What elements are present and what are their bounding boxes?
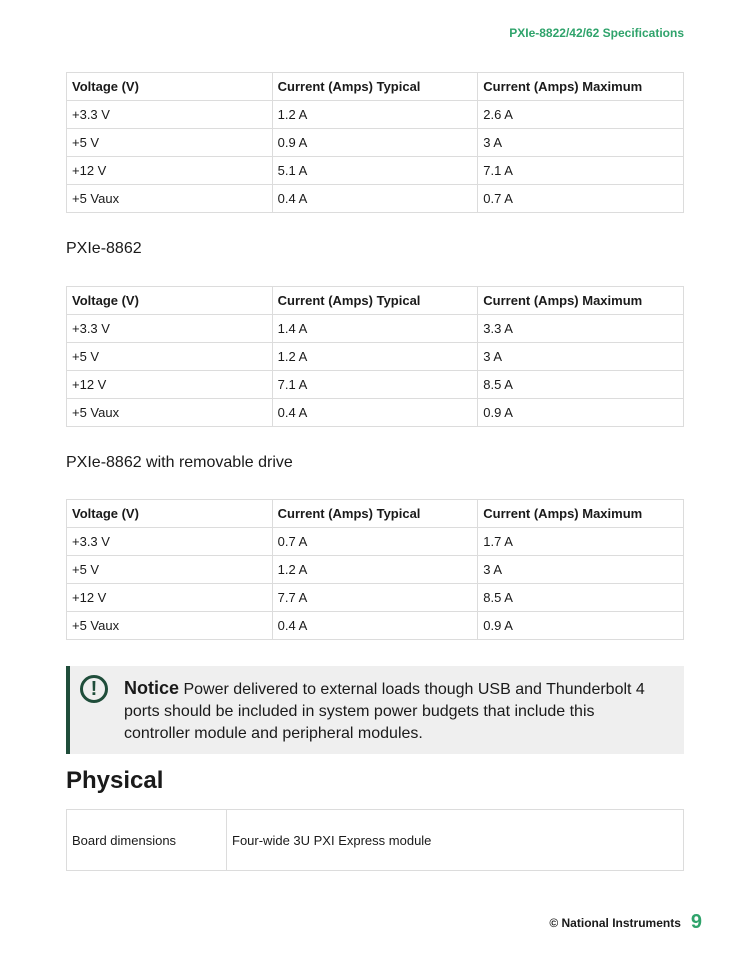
table-row	[67, 612, 684, 640]
table-cell: 7.1 A	[478, 157, 684, 185]
column-header-voltage: Voltage (V)	[67, 500, 273, 528]
table-cell: +3.3 V	[67, 101, 273, 129]
table-cell: 0.7 A	[272, 528, 478, 556]
table-cell: 0.4 A	[272, 612, 478, 640]
table-cell: 3 A	[478, 556, 684, 584]
table-row	[67, 371, 684, 399]
table-cell: 1.7 A	[478, 528, 684, 556]
table-row	[67, 343, 684, 371]
table-label-pxie-8862: PXIe-8862	[66, 240, 142, 257]
table-cell: 3 A	[478, 129, 684, 157]
column-header-maximum: Current (Amps) Maximum	[478, 287, 684, 315]
power-table-3	[66, 499, 684, 640]
column-header-voltage: Voltage (V)	[67, 287, 273, 315]
section-heading-physical: Physical	[66, 767, 164, 794]
power-table-1	[66, 72, 684, 213]
page-number: 9	[690, 911, 702, 933]
table-cell: 1.2 A	[272, 556, 478, 584]
table-row	[67, 185, 684, 213]
table-cell: 1.4 A	[272, 315, 478, 343]
footer-copyright: © National Instruments	[549, 915, 681, 930]
table-row	[67, 528, 684, 556]
notice-body: Power delivered to external loads though USB and Thunderbolt 4 ports should be included in system power budgets that include this controller module and peripheral modules.	[124, 681, 645, 742]
table-row	[67, 129, 684, 157]
table-row	[67, 101, 684, 129]
table-header-row	[67, 500, 684, 528]
table-cell: 7.1 A	[272, 371, 478, 399]
column-header-typical: Current (Amps) Typical	[272, 73, 478, 101]
table-cell: 0.4 A	[272, 399, 478, 427]
table-cell: 5.1 A	[272, 157, 478, 185]
table-cell: +5 V	[67, 129, 273, 157]
table-cell: +3.3 V	[67, 528, 273, 556]
notice-label: Notice	[124, 678, 180, 698]
physical-table	[66, 809, 684, 871]
board-dimensions-value: Four-wide 3U PXI Express module	[227, 810, 684, 871]
column-header-maximum: Current (Amps) Maximum	[478, 73, 684, 101]
table-cell: 1.2 A	[272, 101, 478, 129]
notice-text-block	[124, 677, 664, 745]
table-row	[67, 157, 684, 185]
table-cell: +3.3 V	[67, 315, 273, 343]
column-header-voltage: Voltage (V)	[67, 73, 273, 101]
table-cell: 0.9 A	[478, 399, 684, 427]
table-cell: 0.9 A	[272, 129, 478, 157]
exclamation-icon: !	[80, 675, 108, 703]
power-table-2	[66, 286, 684, 427]
table-cell: 0.7 A	[478, 185, 684, 213]
notice-box	[66, 666, 684, 754]
running-header: PXIe-8822/42/62 Specifications	[509, 26, 684, 40]
table-row	[67, 556, 684, 584]
table-cell: +12 V	[67, 157, 273, 185]
table-cell: +12 V	[67, 584, 273, 612]
column-header-typical: Current (Amps) Typical	[272, 500, 478, 528]
table-row	[67, 399, 684, 427]
table-cell: 0.4 A	[272, 185, 478, 213]
table-cell: 0.9 A	[478, 612, 684, 640]
table-label-pxie-8862-removable-drive: PXIe-8862 with removable drive	[66, 454, 293, 471]
table-cell: +12 V	[67, 371, 273, 399]
table-cell: 3.3 A	[478, 315, 684, 343]
table-cell: +5 V	[67, 343, 273, 371]
table-cell: +5 Vaux	[67, 612, 273, 640]
table-cell: 1.2 A	[272, 343, 478, 371]
table-row	[67, 584, 684, 612]
table-cell: +5 V	[67, 556, 273, 584]
table-row	[67, 810, 684, 871]
column-header-typical: Current (Amps) Typical	[272, 287, 478, 315]
table-header-row	[67, 287, 684, 315]
table-cell: 8.5 A	[478, 371, 684, 399]
table-cell: 7.7 A	[272, 584, 478, 612]
table-cell: 2.6 A	[478, 101, 684, 129]
table-cell: +5 Vaux	[67, 185, 273, 213]
column-header-maximum: Current (Amps) Maximum	[478, 500, 684, 528]
table-cell: +5 Vaux	[67, 399, 273, 427]
board-dimensions-label: Board dimensions	[67, 810, 227, 871]
table-header-row	[67, 73, 684, 101]
table-cell: 8.5 A	[478, 584, 684, 612]
table-cell: 3 A	[478, 343, 684, 371]
page-footer	[549, 911, 702, 934]
table-row	[67, 315, 684, 343]
